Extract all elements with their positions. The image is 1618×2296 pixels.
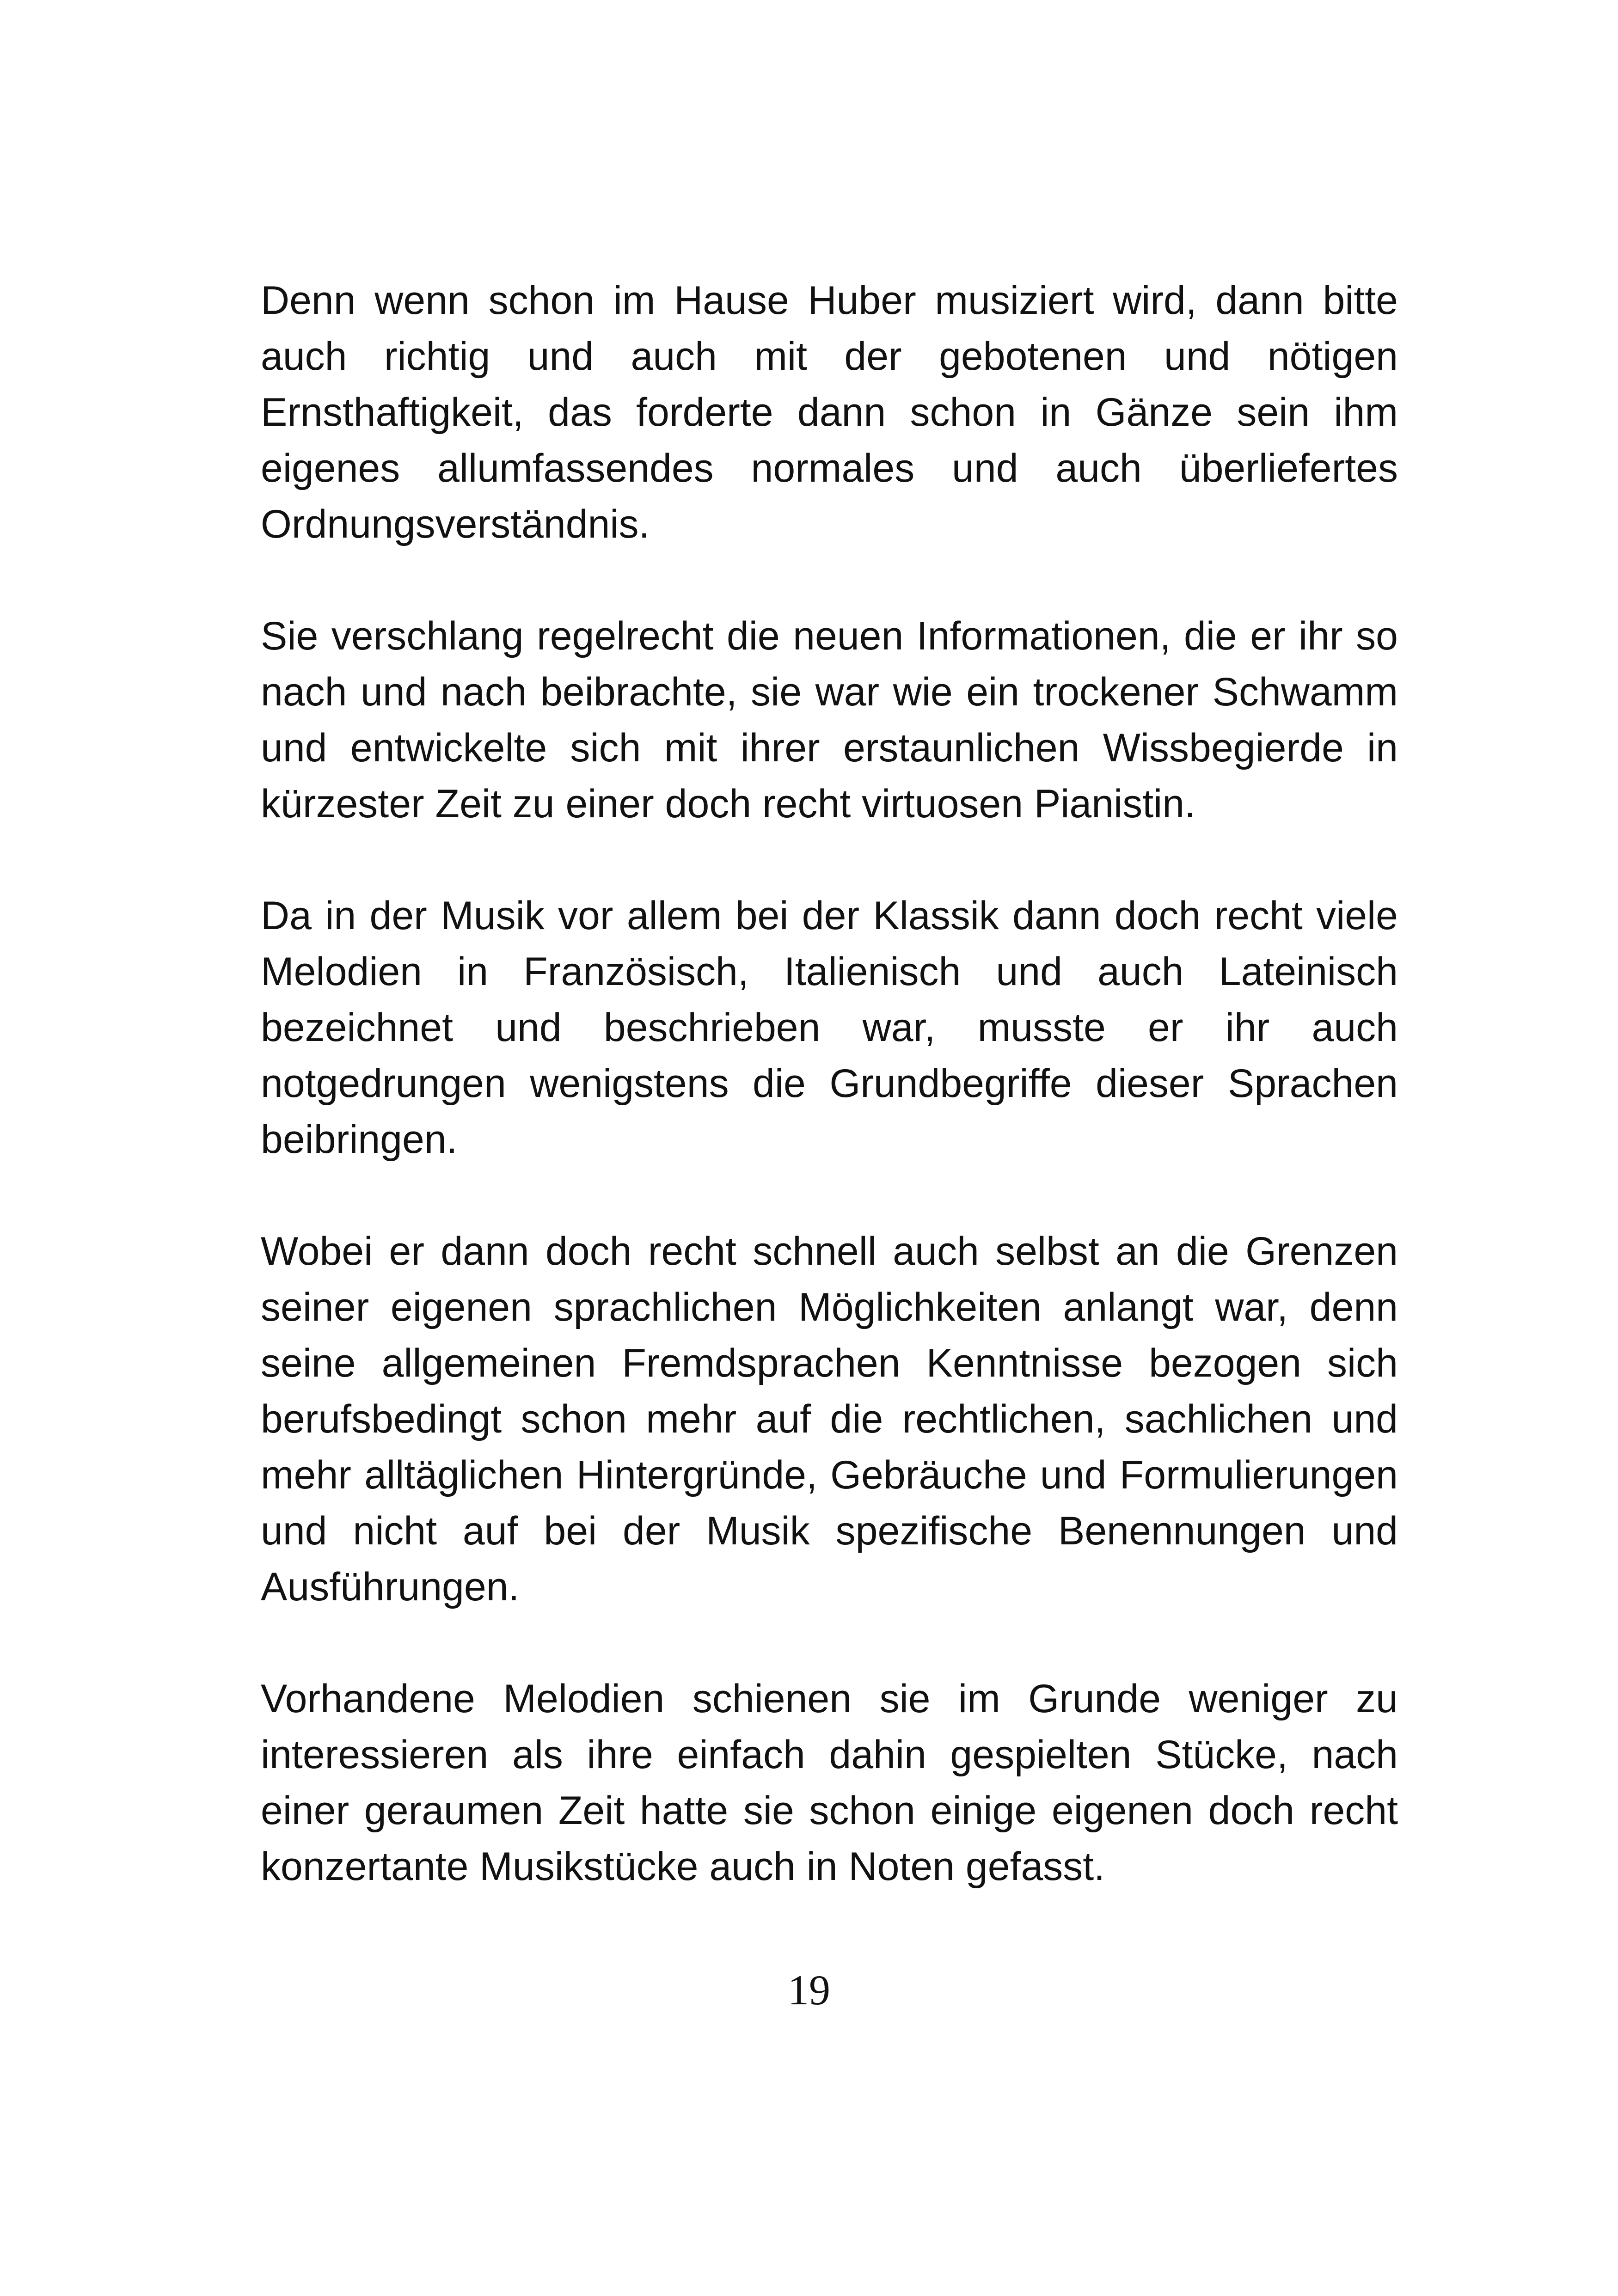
paragraph-5: Vorhandene Melodien schienen sie im Grunde weniger zu interessieren als ihre einfach dahin gespielten Stücke, nach einer geraumen Zeit hatte sie schon einige eigenen doch recht konzertante Musikstücke auch in Noten gefasst.	[261, 1677, 1398, 1889]
page-number: 19	[788, 1966, 830, 2014]
paragraph-1: Denn wenn schon im Hause Huber musiziert wird, dann bitte auch richtig und auch mit der gebotenen und nötigen Ernsthaftigkeit, das forderte dann schon in Gänze sein ihm eigenes allumfassendes normales und auch überliefertes Ordnungsverständnis.	[261, 278, 1398, 546]
paragraph-2: Sie verschlang regelrecht die neuen Informationen, die er ihr so nach und nach beibrachte, sie war wie ein trockener Schwamm und entwickelte sich mit ihrer erstaunlichen Wissbegierde in kürzester Zeit zu einer doch recht virtuosen Pianistin.	[261, 614, 1398, 826]
paragraph-3: Da in der Musik vor allem bei der Klassik dann doch recht viele Melodien in Französisch, Italienisch und auch Lateinisch bezeichnet und beschrieben war, musste er ihr auch notgedrungen wenigstens die Grundbegriffe dieser Sprachen beibringen.	[261, 894, 1398, 1162]
body-text	[261, 273, 1398, 1951]
paragraph-4: Wobei er dann doch recht schnell auch selbst an die Grenzen seiner eigenen sprachlichen Möglichkeiten anlangt war, denn seine allgemeinen Fremdsprachen Kenntnisse bezogen sich berufsbedingt schon mehr auf die rechtlichen, sachlichen und mehr alltäglichen Hintergründe, Gebräuche und Formulierungen und nicht auf bei der Musik spezifische Benennungen und Ausführungen.	[261, 1229, 1398, 1609]
